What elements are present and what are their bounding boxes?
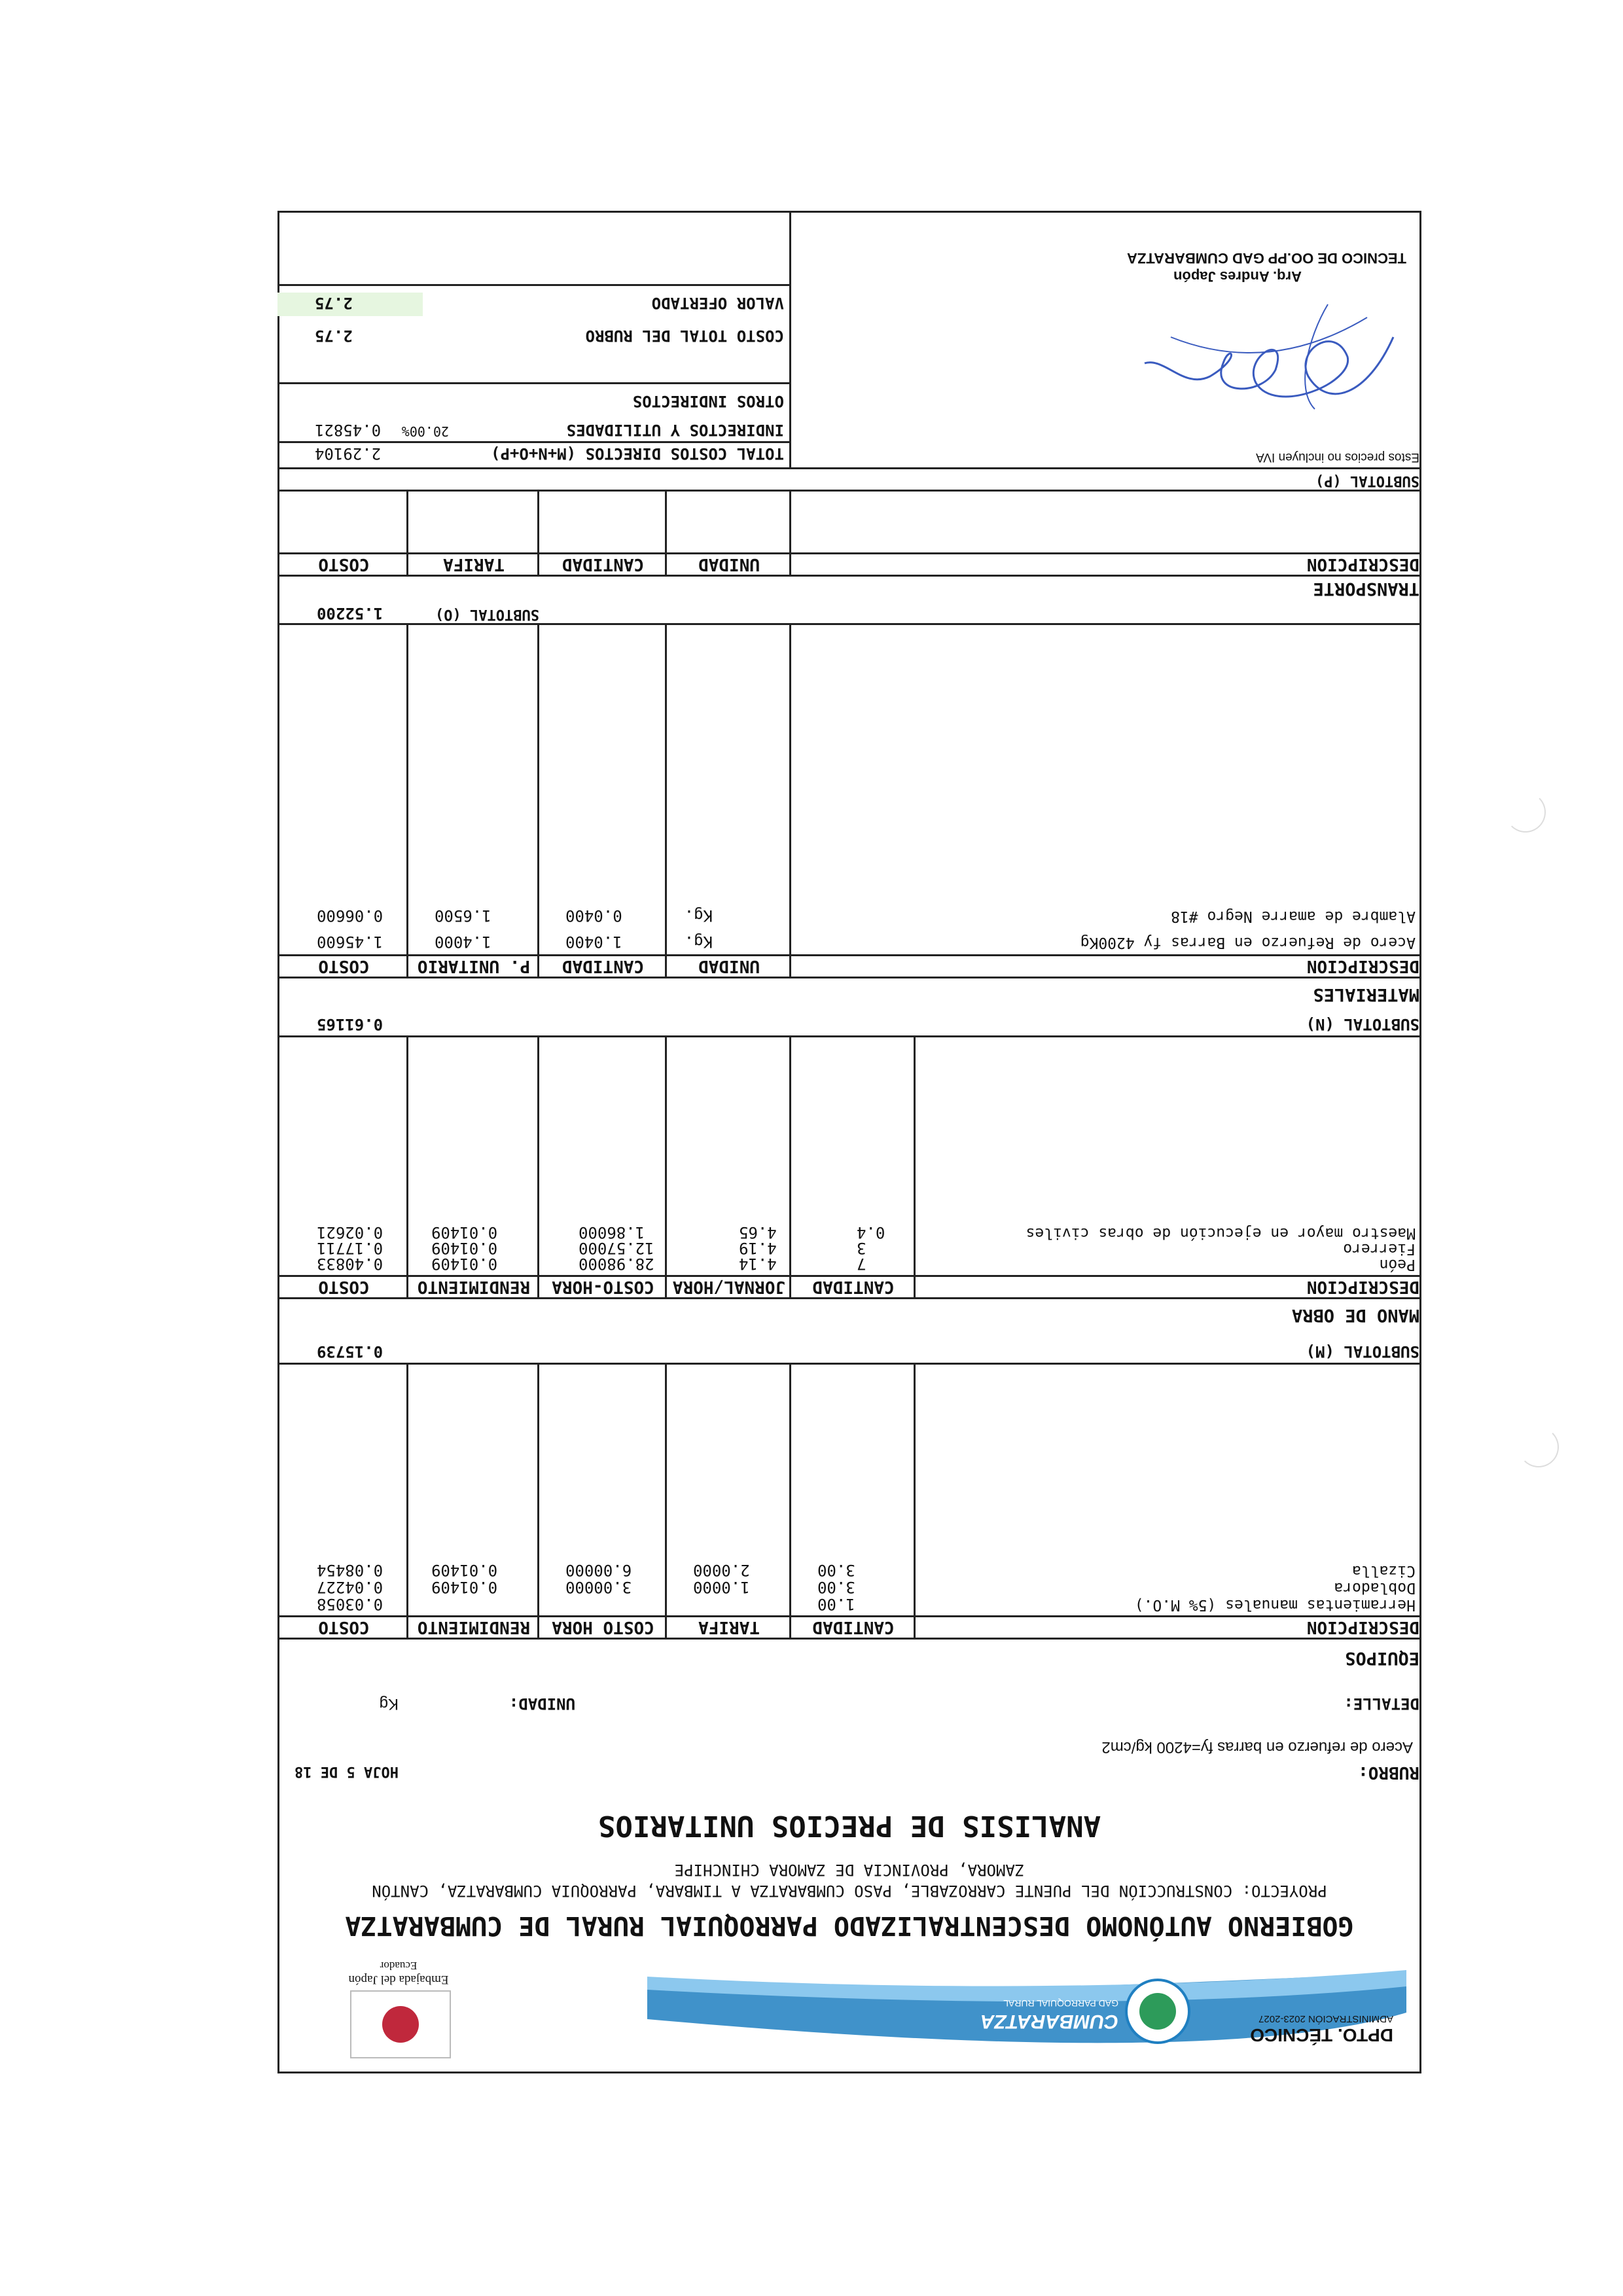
mano-obra-header-jornal: JORNAL/HORA xyxy=(672,1277,786,1297)
mano-obra-subtotal-label: SUBTOTAL (N) xyxy=(1306,1015,1419,1033)
punch-hole-mark xyxy=(1505,792,1546,833)
header-banner xyxy=(647,1967,1406,2058)
sheet-number: HOJA 5 DE 18 xyxy=(294,1763,399,1780)
equipos-header-rendimiento: RENDIMIENTO xyxy=(417,1617,531,1637)
table-row: Herramientas manuales (5% M.O.) xyxy=(1134,1596,1416,1613)
institution-title: GOBIERNO AUTÓNOMO DESCENTRALIZADO PARROQUIAL RURAL DE CUMBARATZA xyxy=(345,1910,1354,1941)
table-row: Acero de Refuerzo en Barras fy 4200Kg xyxy=(1080,934,1416,951)
materiales-header-descripcion: DESCRIPCION xyxy=(1306,956,1419,976)
mano-obra-header-rendimiento: RENDIMIENTO xyxy=(417,1277,531,1297)
equipos-header-costo-hora: COSTO HORA xyxy=(552,1617,654,1637)
logo-text: CUMBARATZA xyxy=(980,2011,1118,2032)
project-line2: ZAMORA, PROVINCIA DE ZAMORA CHINCHIPE xyxy=(674,1861,1025,1879)
dept-label: DPTO. TÉCNICO xyxy=(1250,2025,1393,2045)
embassy-line2: Ecuador xyxy=(380,1960,418,1972)
transporte-title: TRANSPORTE xyxy=(1313,579,1419,599)
equipos-header-costo: COSTO xyxy=(318,1617,370,1637)
materiales-header-p-unitario: P. UNITARIO xyxy=(417,956,531,976)
materiales-table: DESCRIPCION UNIDAD CANTIDAD P. UNITARIO COSTO Acero de Refuerzo en Barras fy 4200Kg Kg. 1.0400 1.4000 1.45600 Alambre de amarre Negro #18 Kg. 0.0400 1.6500 0.06600 xyxy=(279,625,1419,978)
direct-costs-label: TOTAL COSTOS DIRECTOS (M+N+O+P) xyxy=(491,444,784,463)
transporte-subtotal-label: SUBTOTAL (P) xyxy=(1315,473,1419,489)
table-row: Fierrero xyxy=(1343,1240,1416,1257)
total-cost-value: 2.75 xyxy=(315,327,353,345)
iva-note: Estos precios no incluyen IVA xyxy=(1256,450,1419,464)
table-row: Alambre de amarre Negro #18 xyxy=(1171,908,1416,925)
japan-flag xyxy=(350,1990,451,2058)
indirect-percent: 20.00% xyxy=(401,423,449,439)
equipos-header-descripcion: DESCRIPCION xyxy=(1306,1617,1419,1637)
admin-label: ADMINISTRACIÓN 2023-2027 xyxy=(1258,2013,1393,2024)
materiales-subtotal-label: SUBTOTAL (O) xyxy=(435,606,539,622)
materiales-header-cantidad: CANTIDAD xyxy=(562,956,645,976)
equipos-subtotal-value: 0.15739 xyxy=(317,1342,383,1361)
direct-costs-value: 2.29104 xyxy=(315,444,382,463)
materiales-header-costo: COSTO xyxy=(318,956,370,976)
indirect-value: 0.45821 xyxy=(315,421,382,439)
rubro-description: Acero de refuerzo en barras fy=4200 kg/cm2 xyxy=(1101,1738,1413,1756)
rubro-label: RUBRO: xyxy=(1358,1763,1419,1782)
page-title: ANALISIS DE PRECIOS UNITARIOS xyxy=(597,1809,1101,1842)
transporte-header-unidad: UNIDAD xyxy=(698,554,760,574)
transporte-header-costo: COSTO xyxy=(318,554,370,574)
equipos-header-tarifa: TARIFA xyxy=(698,1617,760,1637)
totals-box xyxy=(277,213,791,469)
detalle-label: DETALLE: xyxy=(1344,1695,1419,1713)
punch-hole-mark xyxy=(1518,1427,1559,1467)
equipos-subtotal-label: SUBTOTAL (M) xyxy=(1306,1342,1419,1361)
mano-obra-header-descripcion: DESCRIPCION xyxy=(1306,1277,1419,1297)
offered-value: 2.75 xyxy=(315,294,353,312)
japan-flag-sun-icon xyxy=(382,2006,419,2043)
logo-subtext: GAD PARROQUIAL RURAL xyxy=(1003,1998,1118,2009)
unidad-value: Kg xyxy=(379,1695,399,1713)
transporte-table xyxy=(279,492,1419,577)
mano-obra-title: MANO DE OBRA xyxy=(1291,1305,1419,1325)
signer-name: Arq. Andres Japón xyxy=(1173,268,1302,285)
materiales-header-unidad: UNIDAD xyxy=(698,956,760,976)
transporte-header-descripcion: DESCRIPCION xyxy=(1306,554,1419,574)
materiales-title: MATERIALES xyxy=(1313,984,1419,1005)
project-line1: PROYECTO: CONSTRUCCIÓN DEL PUENTE CARROZABLE, PASO CUMBARATZA A TIMBARA, PARROQUIA CUMBARATZA, CANTÓN xyxy=(372,1882,1327,1900)
embassy-line1: Embajada del Japón xyxy=(348,1973,449,1986)
mano-obra-table: DESCRIPCION CANTIDAD JORNAL/HORA COSTO-HORA RENDIMIENTO COSTO Peón 7 4.14 28.98000 0.01409 0.40833 Fierrero 3 4.19 12.57000 0.01409 0.17711 Maestro mayor en ejecución de obras civiles 0.4 4.65 1.86000 0.01409 0.02621 xyxy=(279,1037,1419,1299)
mano-obra-header-cantidad: CANTIDAD xyxy=(812,1277,895,1297)
table-row: Cizalla xyxy=(1352,1562,1416,1579)
materiales-subtotal-value: 1.52200 xyxy=(317,604,383,622)
table-row: Maestro mayor en ejecución de obras civiles xyxy=(1026,1225,1416,1242)
document-frame xyxy=(277,211,1421,2073)
equipos-title: EQUIPOS xyxy=(1345,1648,1419,1668)
signer-role: TECNICO DE OO.PP GAD CUMBARATZA xyxy=(1127,250,1406,266)
offered-value-label: VALOR OFERTADO xyxy=(651,294,784,312)
table-row: Dobladora xyxy=(1334,1579,1416,1596)
others-label: OTROS INDIRECTOS xyxy=(632,392,784,410)
equipos-table: DESCRIPCION CANTIDAD TARIFA COSTO HORA RENDIMIENTO COSTO Herramientas manuales (5% M.O.) 1.00 0.03058 Dobladora 3.00 1.0000 3.00000 0.01409 0.04227 Cizalla 3.00 2.0000 6.00000 0.01409 0.08454 xyxy=(279,1365,1419,1640)
unidad-label: UNIDAD: xyxy=(508,1695,575,1713)
transporte-header-cantidad: CANTIDAD xyxy=(562,554,645,574)
table-row: Peón xyxy=(1379,1256,1416,1273)
transporte-header-tarifa: TARIFA xyxy=(443,554,505,574)
total-cost-label: COSTO TOTAL DEL RUBRO xyxy=(585,327,784,345)
mano-obra-header-costo-hora: COSTO-HORA xyxy=(552,1277,654,1297)
equipos-header-cantidad: CANTIDAD xyxy=(812,1617,895,1637)
signature xyxy=(1132,291,1406,435)
mano-obra-header-costo: COSTO xyxy=(318,1277,370,1297)
handwritten-signature xyxy=(1132,291,1406,435)
mano-obra-subtotal-value: 0.61165 xyxy=(317,1015,383,1033)
indirect-label: INDIRECTOS Y UTILIDADES xyxy=(566,421,784,439)
